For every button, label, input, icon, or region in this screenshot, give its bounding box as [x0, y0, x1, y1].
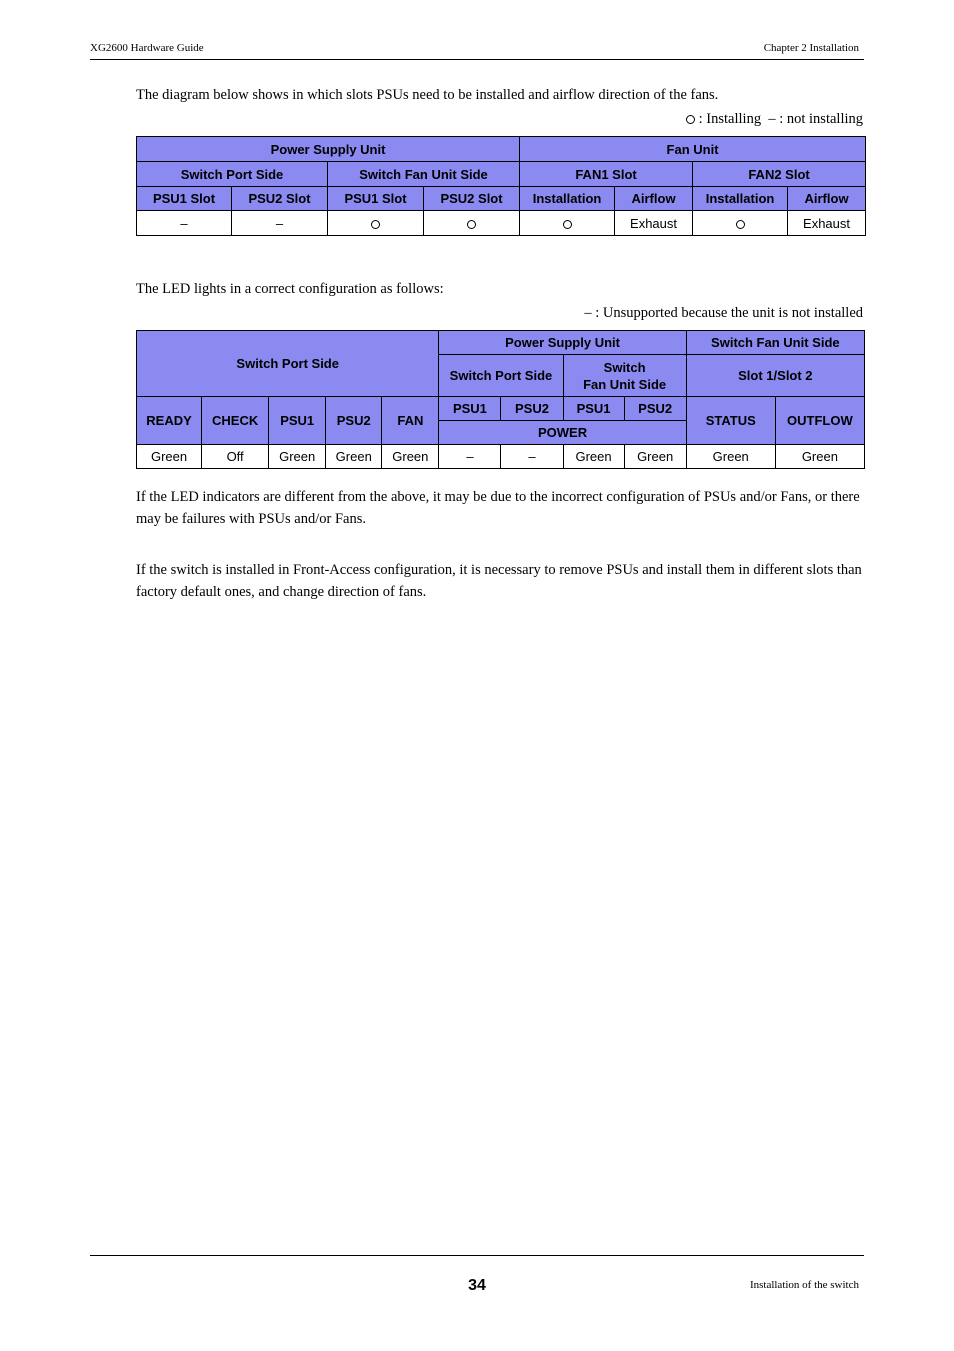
cell-fan: Green — [382, 445, 439, 469]
circle-icon — [686, 115, 695, 124]
cell-fan2-airflow: Exhaust — [788, 211, 866, 236]
header-switch-port-side: Switch Port Side — [137, 162, 328, 187]
header-power-supply-unit: Power Supply Unit — [439, 331, 686, 355]
psu-fan-installation-table — [136, 136, 866, 236]
header-rule — [90, 59, 864, 60]
cell-fan1-airflow: Exhaust — [615, 211, 693, 236]
header-ready: READY — [137, 397, 202, 445]
header-psu-switch-port-side: Switch Port Side — [439, 355, 563, 397]
header-power: POWER — [439, 421, 686, 445]
cell-psu2: Green — [326, 445, 382, 469]
header-psu1: PSU1 — [269, 397, 326, 445]
cell-fan-psu1: Green — [563, 445, 624, 469]
header-psu2: PSU2 — [624, 397, 686, 421]
header-airflow: Airflow — [615, 187, 693, 211]
front-access-paragraph: If the switch is installed in Front-Access configuration, it is necessary to remove PSUs and install them in different slots than factory default ones, and change direction of fans. — [136, 562, 862, 600]
cell-fan1-installation — [520, 211, 615, 236]
cell-check: Off — [202, 445, 269, 469]
cell-fan-psu2: Green — [624, 445, 686, 469]
legend-dash: – — [584, 305, 592, 321]
header-psu1: PSU1 — [563, 397, 624, 421]
cell-fan-side-psu2 — [424, 211, 520, 236]
header-psu-fan-side-line1: Switch — [603, 359, 646, 375]
header-fan2-slot: FAN2 Slot — [693, 162, 866, 187]
installation-legend — [686, 111, 863, 128]
cell-fan2-installation — [693, 211, 788, 236]
header-psu1-slot: PSU1 Slot — [137, 187, 232, 211]
legend-dash: – — [768, 111, 776, 127]
header-slot: Slot 1/Slot 2 — [686, 355, 864, 397]
header-check: CHECK — [202, 397, 269, 445]
circle-icon — [563, 220, 572, 229]
cell-ready: Green — [137, 445, 202, 469]
header-airflow: Airflow — [788, 187, 866, 211]
header-psu2-slot: PSU2 Slot — [424, 187, 520, 211]
cell-port-psu1: – — [137, 211, 232, 236]
page-number: 34 — [468, 1277, 486, 1294]
cell-port-psu2: – — [232, 211, 328, 236]
header-outflow: OUTFLOW — [775, 397, 864, 445]
header-fan: FAN — [382, 397, 439, 445]
led-mismatch-paragraph: If the LED indicators are different from the above, it may be due to the incorrect configuration of PSUs and/or Fans, or there may be failures with PSUs and/or Fans. — [136, 489, 860, 527]
header-fan-unit: Fan Unit — [520, 137, 866, 162]
cell-psu1: Green — [269, 445, 326, 469]
header-psu1-slot: PSU1 Slot — [328, 187, 424, 211]
header-psu2: PSU2 — [501, 397, 563, 421]
cell-port-psu1: – — [439, 445, 501, 469]
header-switch-port-side: Switch Port Side — [137, 331, 439, 397]
running-footer-section: Installation of the switch — [749, 1279, 859, 1291]
legend-not-installing: : not installing — [779, 111, 863, 127]
running-header-title: XG2600 Hardware Guide — [90, 42, 204, 54]
legend-installing: : Installing — [698, 111, 762, 127]
header-installation: Installation — [693, 187, 788, 211]
led-status-table — [136, 330, 865, 469]
intro-paragraph-psu: The diagram below shows in which slots PSUs need to be installed and airflow direction of the fans. — [136, 87, 719, 103]
cell-fan-side-psu1 — [328, 211, 424, 236]
intro-paragraph-led: The LED lights in a correct configuration as follows: — [136, 281, 444, 297]
running-header-chapter: Chapter 2 Installation — [763, 42, 859, 54]
circle-icon — [736, 220, 745, 229]
header-psu-switch-fan-unit-side — [563, 355, 686, 397]
header-status: STATUS — [686, 397, 775, 445]
header-switch-fan-unit-side: Switch Fan Unit Side — [328, 162, 520, 187]
cell-status: Green — [686, 445, 775, 469]
circle-icon — [371, 220, 380, 229]
unsupported-legend — [584, 305, 863, 322]
header-psu-fan-side-line2: Fan Unit Side — [583, 376, 667, 392]
cell-port-psu2: – — [501, 445, 563, 469]
header-switch-fan-unit-side: Switch Fan Unit Side — [686, 331, 864, 355]
circle-icon — [467, 220, 476, 229]
legend-unsupported: : Unsupported because the unit is not installed — [595, 305, 863, 321]
footer-rule — [90, 1255, 864, 1256]
header-power-supply-unit: Power Supply Unit — [137, 137, 520, 162]
header-installation: Installation — [520, 187, 615, 211]
header-psu1: PSU1 — [439, 397, 501, 421]
header-fan1-slot: FAN1 Slot — [520, 162, 693, 187]
header-psu2-slot: PSU2 Slot — [232, 187, 328, 211]
cell-outflow: Green — [775, 445, 864, 469]
header-psu2: PSU2 — [326, 397, 382, 445]
